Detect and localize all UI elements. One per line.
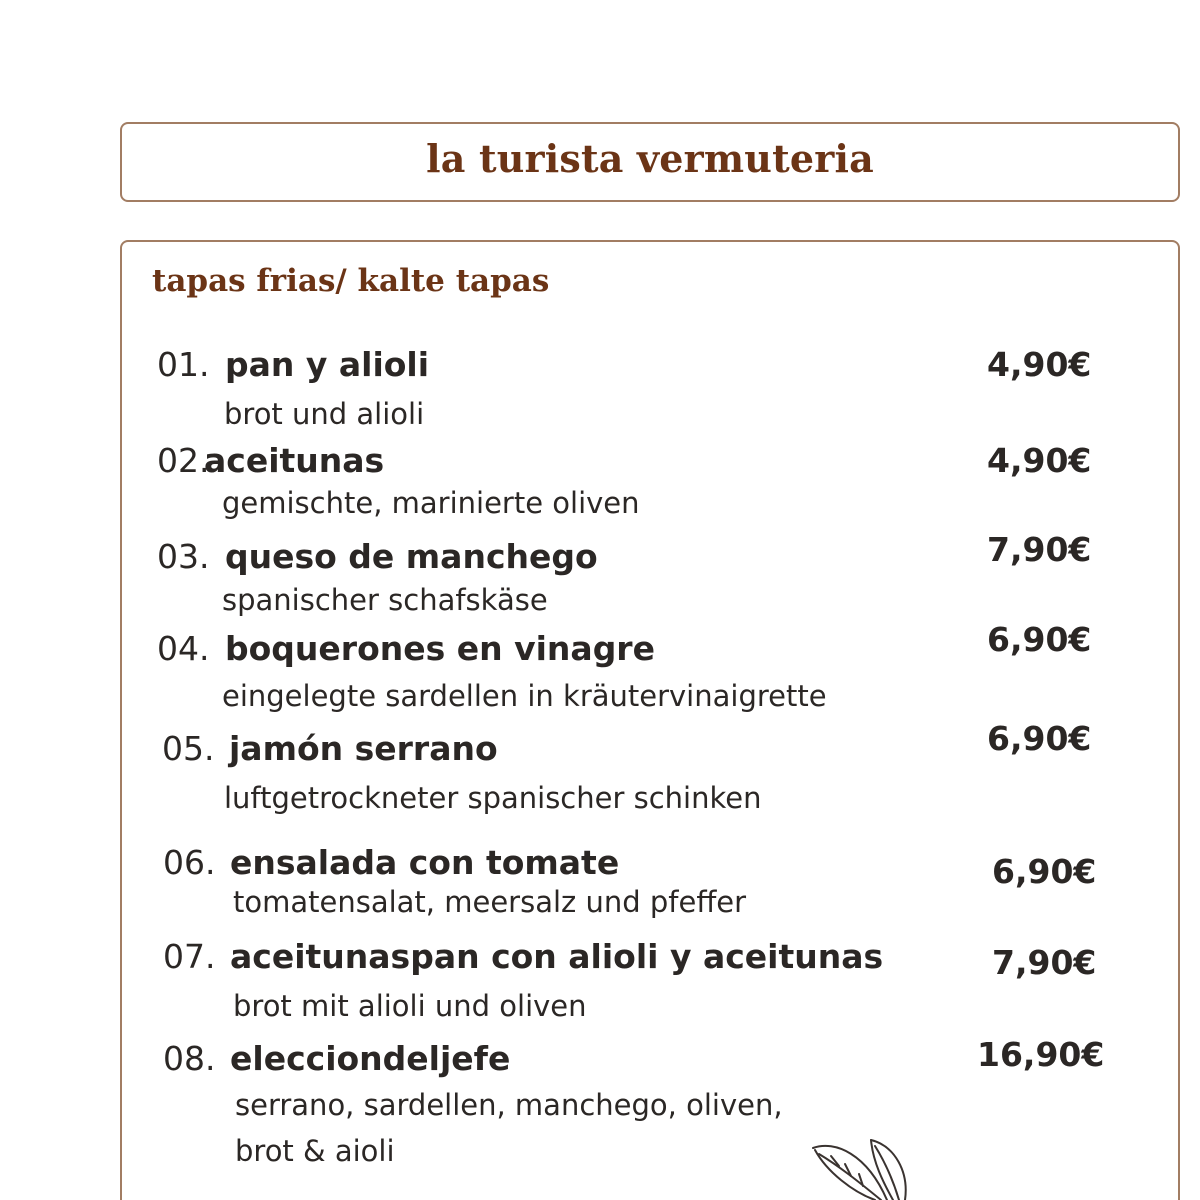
- item-price: 6,90€: [987, 620, 1092, 659]
- item-number: 01.: [157, 345, 210, 384]
- item-number: 04.: [157, 629, 210, 668]
- item-price: 6,90€: [992, 852, 1097, 891]
- item-price: 4,90€: [987, 441, 1092, 480]
- item-description: serrano, sardellen, manchego, oliven,: [235, 1088, 783, 1122]
- item-name: queso de manchego: [225, 537, 598, 576]
- item-description: gemischte, marinierte oliven: [222, 486, 640, 520]
- item-number: 05.: [162, 729, 215, 768]
- item-description: eingelegte sardellen in kräutervinaigrette: [222, 679, 827, 713]
- item-name: elecciondeljefe: [230, 1039, 511, 1078]
- item-number: 08.: [163, 1039, 216, 1078]
- item-name: ensalada con tomate: [230, 843, 620, 882]
- item-name: jamón serrano: [229, 729, 498, 768]
- item-price: 7,90€: [987, 530, 1092, 569]
- item-number: 06.: [163, 843, 216, 882]
- item-name: aceitunas: [204, 441, 385, 480]
- item-name: pan y alioli: [225, 345, 430, 384]
- item-description: brot und alioli: [224, 397, 425, 431]
- leaf-sketch-icon: [805, 1132, 925, 1200]
- item-number: 07.: [163, 937, 216, 976]
- restaurant-title: la turista vermuteria: [426, 136, 874, 181]
- item-description: spanischer schafskäse: [222, 583, 548, 617]
- item-name: boquerones en vinagre: [225, 629, 655, 668]
- item-price: 16,90€: [977, 1035, 1105, 1074]
- item-price: 4,90€: [987, 345, 1092, 384]
- item-description: luftgetrockneter spanischer schinken: [224, 781, 762, 815]
- item-description: brot & aioli: [235, 1134, 395, 1168]
- item-description: tomatensalat, meersalz und pfeffer: [233, 885, 747, 919]
- section-title: tapas frias/ kalte tapas: [152, 263, 550, 299]
- item-price: 6,90€: [987, 719, 1092, 758]
- item-price: 7,90€: [992, 943, 1097, 982]
- item-number: 02.: [157, 441, 210, 480]
- item-name: aceitunaspan con alioli y aceitunas: [230, 937, 884, 976]
- item-number: 03.: [157, 537, 210, 576]
- item-description: brot mit alioli und oliven: [233, 989, 587, 1023]
